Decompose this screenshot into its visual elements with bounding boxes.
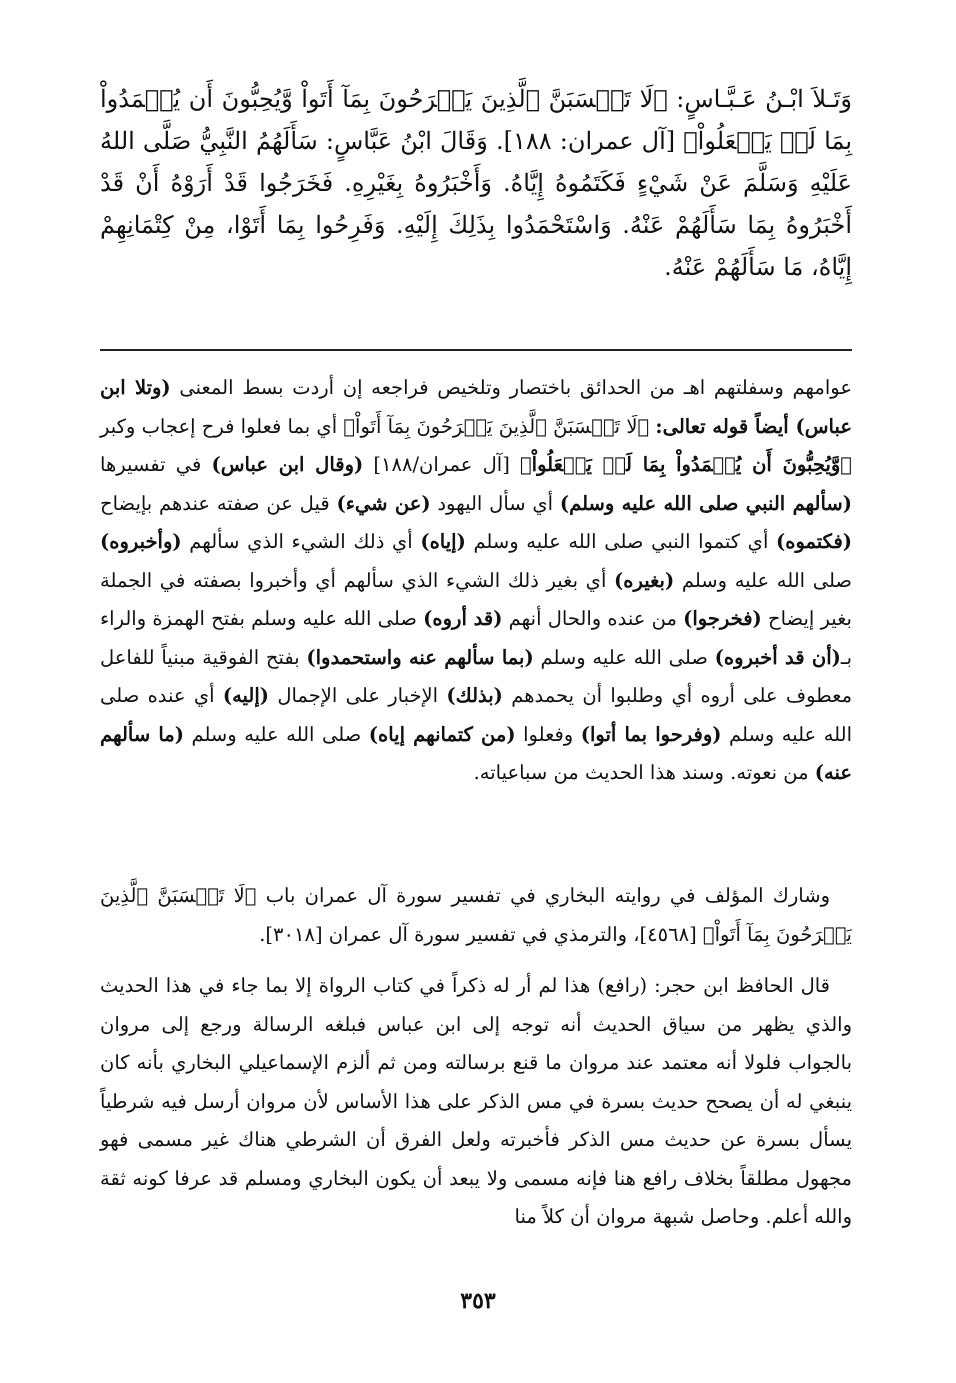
commentary-keyword: (وفرحوا بما أتوا) — [580, 722, 722, 746]
ibn-hajar-block — [100, 967, 852, 1237]
commentary-keyword: (من كتمانهم إياه) — [368, 722, 516, 746]
commentary-text: من نعوته. وسند هذا الحديث من سباعياته. — [473, 761, 815, 784]
commentary-text: صلى الله عليه وسلم — [183, 722, 369, 746]
commentary-keyword: (سألهم النبي صلى الله عليه وسلم) — [559, 491, 852, 515]
commentary-keyword: (فخرجوا) — [683, 607, 762, 630]
commentary-text: وفعلوا — [515, 722, 581, 746]
commentary-keyword: (إليه) — [222, 684, 270, 707]
commentary-keyword: (إياه) — [420, 530, 466, 553]
commentary-keyword: (قد أروه) — [423, 607, 503, 630]
commentary-text: من عنده والحال أنهم — [502, 607, 684, 630]
commentary-text: أي كتموا النبي صلى الله عليه وسلم — [465, 530, 776, 553]
commentary-text: قيل عن صفته عندهم بإيضاح — [100, 491, 337, 515]
commentary-text: عوامهم وسفلتهم اهـ من الحدائق باختصار وتلخيص فراجعه إن أردت بسط المعنى — [170, 376, 852, 399]
commentary-text: ﴿لَا تَحۡسَبَنَّ ٱلَّذِينَ يَفۡرَحُونَ بِمَآ أَتَواْ﴾ أي بما فعلوا فرح إعجاب وكبر — [100, 414, 656, 438]
commentary-text: الإخبار على الإجمال — [269, 684, 447, 707]
commentary-text: بفتح الفوقية مبنياً للفاعل معطوف على أروه أي وطلبوا أن يحمدهم — [100, 645, 853, 707]
commentary-keyword: (بذلك) — [446, 684, 503, 707]
commentary-text: صلى الله عليه وسلم — [674, 568, 852, 592]
takhrij-block — [100, 877, 852, 954]
takhrij-paragraph: وشارك المؤلف في روايته البخاري في تفسير سورة آل عمران باب ﴿لَا تَحۡسَبَنَّ ٱلَّذِينَ يَفۡرَحُونَ بِمَآ أَتَواْ﴾ [٤٥٦٨]، والترمذي في تفسير سورة آل عمران [٣٠١٨]. — [100, 884, 852, 946]
commentary-keyword: (وأخبروه) — [100, 530, 182, 553]
hadith-paragraph: وَتَـلاَ ابْـنُ عَـبَّـاسٍ: ﴿لَا تَحۡسَبَنَّ ٱلَّذِينَ يَفۡرَحُونَ بِمَآ أَتَواْ وَّيُحِبُّونَ أَن يُحۡمَدُواْ بِمَا لَمۡ يَفۡعَلُواْ﴾ [آل عمران: ١٨٨]. وَقَالَ ابْنُ عَبَّاسٍ: سَأَلَهُمُ النَّبِيُّ صَلَّى اللهُ عَلَيْهِ وَسَلَّمَ عَنْ شَيْءٍ فَكَتَمُوهُ إِيَّاهُ. وَأَخْبَرُوهُ بِغَيْرِهِ. فَخَرَجُوا قَدْ أَرَوْهُ أَنْ قَدْ أَخْبَرُوهُ بِمَا سَأَلَهُمْ عَنْهُ. وَاسْتَحْمَدُوا بِذَلِكَ إِلَيْهِ. وَفَرِحُوا بِمَا أَتَوْا، مِنْ كِتْمَانِهِمْ إِيَّاهُ، مَا سَأَلَهُمْ عَنْهُ. — [100, 85, 853, 281]
commentary-keyword: (وقال ابن عباس) — [211, 453, 364, 476]
commentary-text: [آل عمران/١٨٨] — [363, 453, 520, 476]
commentary-keyword: (أن قد أخبروه) — [714, 645, 841, 669]
commentary-text: أي بغير ذلك الشيء الذي سألهم أي وأخبروا بصفته في الجملة بغير إيضاح — [100, 568, 852, 630]
footnote-separator — [100, 349, 852, 351]
commentary-keyword: (فكتموه) — [776, 530, 852, 553]
page-number: ٣٥٣ — [460, 1288, 496, 1314]
commentary-keyword: (بما سألهم عنه واستحمدوا) — [306, 645, 534, 669]
commentary-text: أي عنده صلى الله عليه وسلم — [100, 684, 852, 746]
commentary-text: صلى الله عليه وسلم — [533, 645, 715, 669]
commentary-paragraph — [100, 369, 852, 793]
commentary-keyword: ﴿وَّيُحِبُّونَ أَن يُحۡمَدُواْ بِمَا لَمۡ يَفۡعَلُواْ﴾ — [519, 453, 852, 476]
commentary-text: صلى الله عليه وسلم بفتح الهمزة والراء بـ — [100, 607, 852, 669]
commentary-keyword: (عن شيء) — [336, 491, 431, 515]
ibn-hajar-paragraph: قال الحافظ ابن حجر: (رافع) هذا لم أر له ذكراً في كتاب الرواة إلا بما جاء في هذا الحديث والذي يظهر من سياق الحديث أنه توجه إلى ابن عباس فبلغه الرسالة ورجع إلى مروان بالجواب فلولا أنه معتمد عند مروان ما قنع برسالته ومن ثم ألزم الإسماعيلي البخاري بأنه كان ينبغي له أن يصحح حديث بسرة في مس الذكر على هذا الأساس لأن مروان أرسل فيه شرطياً يسأل بسرة عن حديث مس الذكر فأخبرته ولعل الفرق أن الشرطي هناك غير مسمى فهو مجهول مطلقاً بخلاف رافع هنا فإنه مسمى ولا يبعد أن يكون البخاري ومسلم قد عرفا كونه ثقة والله أعلم. وحاصل شبهة مروان أن كلاً منا — [100, 974, 852, 1228]
commentary-keyword: (وتلا ابن عباس) أيضاً قوله تعالى: — [100, 376, 853, 438]
commentary-block — [100, 369, 852, 793]
hadith-text-block — [100, 78, 852, 288]
commentary-text: أي سأل اليهود — [430, 491, 560, 515]
commentary-keyword: (ما سألهم عنه) — [100, 722, 852, 784]
commentary-keyword: (بغيره) — [614, 568, 675, 592]
commentary-text: في تفسيرها — [100, 453, 212, 476]
commentary-text: أي ذلك الشيء الذي سألهم — [181, 530, 421, 553]
